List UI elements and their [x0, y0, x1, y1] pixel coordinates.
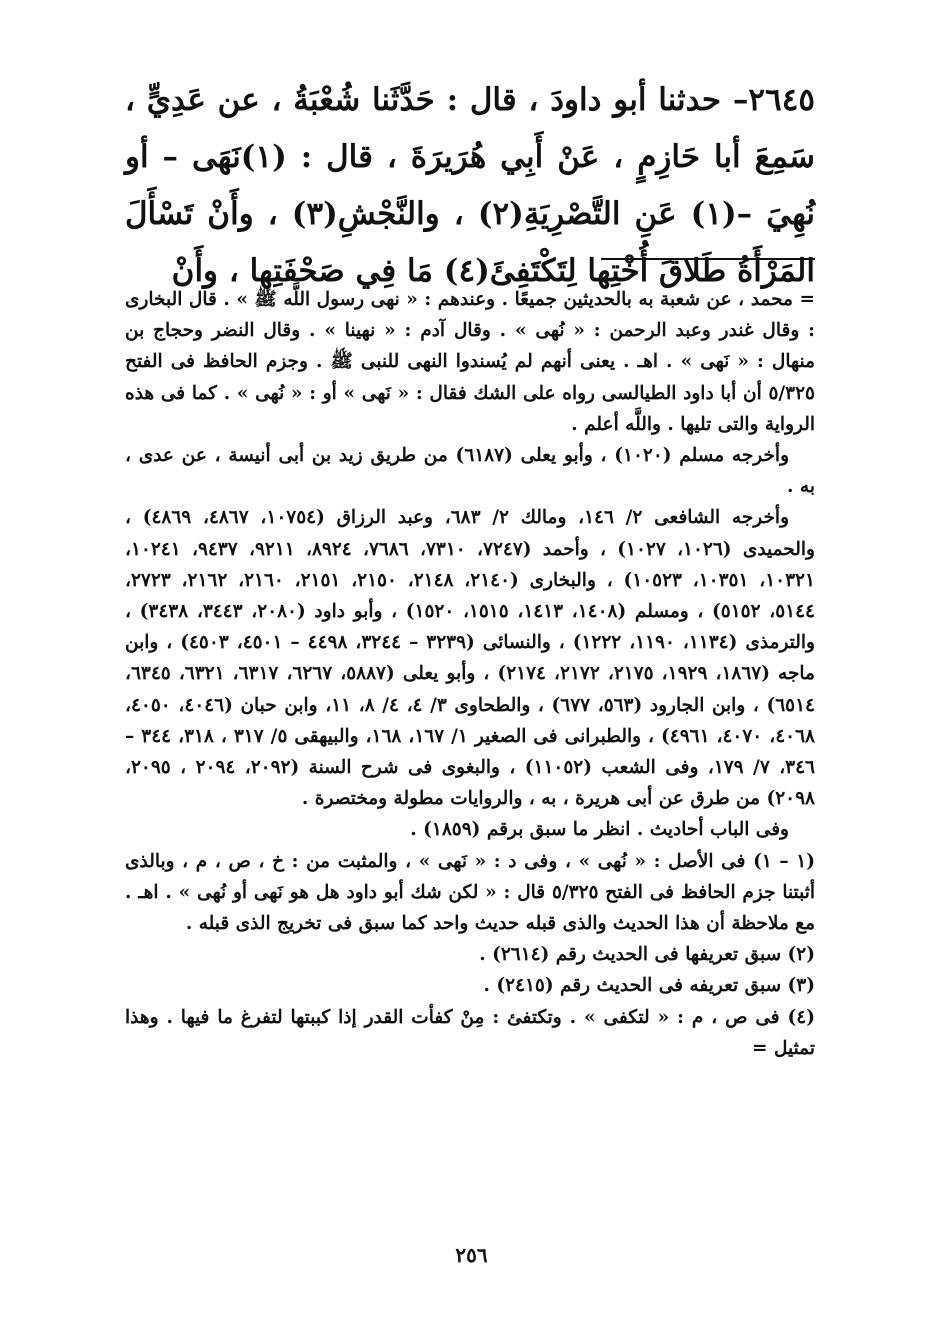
footnote-separator [601, 258, 815, 260]
hadith-paragraph [125, 72, 815, 300]
footnote-paragraph: = محمد ، عن شعبة به بالحديثين جميعًا . وعندهم : « نهى رسول اللَّه ﷺ » . قال البخارى : وقال غندر وعبد الرحمن : « نُهى » . وقال آدم : « نهينا » . وقال النضر وحجاج بن منهال : « نَهى » . اهـ . يعنى أنهم لم يُسندوا النهى للنبى ﷺ . وجزم الحافظ فى الفتح ٥/٣٢٥ أن أبا داود الطيالسى رواه على الشك فقال : « نَهى » أو : « نُهى » . كما فى هذه الرواية والتى تليها . واللَّه أعلم . [125, 289, 815, 435]
hadith-text [125, 72, 815, 300]
footnotes [125, 284, 815, 1064]
footnote-paragraph: وأخرجه الشافعى ٢/ ١٤٦، ومالك ٢/ ٦٨٣، وعبد الرزاق (١٠٧٥٤، ٤٨٦٧، ٤٨٦٩) ، والحميدى (١٠٢٦، ١٠٢٧) ، وأحمد (٧٢٤٧، ٧٣١٠، ٧٦٨٦، ٨٩٢٤، ٩٢١١، ٩٤٣٧، ١٠٢٤١، ١٠٣٢١، ١٠٣٥١، ١٠٥٢٣) ، والبخارى (٢١٤٠، ٢١٤٨، ٢١٥٠، ٢١٥١، ٢١٦٠، ٢١٦٢، ٢٧٢٣، ٥١٤٤، ٥١٥٢) ، ومسلم (١٤٠٨، ١٤١٣، ١٥١٥، ١٥٢٠) ، وأبو داود (٢٠٨٠، ٣٤٤٣، ٣٤٣٨) ، والترمذى (١١٣٤، ١١٩٠، ١٢٢٢) ، والنسائى (٣٢٣٩ – ٣٢٤٤، ٤٤٩٨ – ٤٥٠١، ٤٥٠٣) ، وابن ماجه (١٨٦٧، ١٩٢٩، ٢١٧٥، ٢١٧٢، ٢١٧٤) ، وأبو يعلى (٥٨٨٧، ٦٢٦٧، ٦٣١٧، ٦٣٢١، ٦٣٤٥، ٦٥١٤) ، وابن الجارود (٥٦٣، ٦٧٧) ، والطحاوى ٣/ ٤، ٤/ ٨، ١١، وابن حبان (٤٠٤٦، ٤٠٥٠، ٤٠٦٨، ٤٠٧٠، ٤٩٦١) ، والطبرانى فى الصغير ١/ ١٦٧، ١٦٨، والبيهقى ٥/ ٣١٧ ، ٣١٨، ٣٤٤ – ٣٤٦، ٧/ ١٧٩، وفى الشعب (١١٠٥٢) ، والبغوى فى شرح السنة (٢٠٩٢، ٢٠٩٤ ، ٢٠٩٥، ٢٠٩٨) من طرق عن أبى هريرة ، به ، والروايات مطولة ومختصرة . [125, 507, 815, 810]
footnote-paragraph: (٤) فى ص ، م : « لتكفى » . وتكتفئ : مِنْ كفأت القدر إذا كببتها لتفرغ ما فيها . وهذا تمثيل = [125, 1006, 815, 1059]
footnote-paragraph: وأخرجه مسلم (١٠٢٠) ، وأبو يعلى (٦١٨٧) من طريق زيد بن أبى أنيسة ، عن عدى ، به . [125, 445, 815, 498]
footnote-paragraph: (١ – ١) فى الأصل : « نُهى » ، وفى د : « نَهى » ، والمثبت من : خ ، ص ، م ، وبالذى أثبتنا جزم الحافظ فى الفتح ٥/٣٢٥ قال : « لكن شك أبو داود هل هو نَهى أو نُهى » . اهـ . مع ملاحظة أن هذا الحديث والذى قبله حديث واحد كما سبق فى تخريج الذى قبله . [125, 850, 815, 935]
hadith-number: ٢٦٤٥– [732, 82, 816, 118]
footnote-paragraph: (٣) سبق تعريفه فى الحديث رقم (٢٤١٥) . [483, 975, 815, 997]
hadith-body: حدثنا أبو داودَ ، قال : حَدَّثَنا شُعْبَةُ ، عن عَدِيٍّ ، سَمِعَ أبا حَازِمٍ ، عَنْ أَبِي هُرَيرَةَ ، قال : (١)نَهَى – أو نُهِيَ –(١) عَنِ التَّصْرِيَةِ(٢) ، والنَّجْشِ(٣) ، وأَنْ تَسْأَلَ المَرْأَةُ طَلاقَ أُخْتِها لِتَكْتَفِئَ(٤) مَا فِي صَحْفَتِها ، وأَنْ [125, 82, 815, 289]
footnote-paragraph: وفى الباب أحاديث . انظر ما سبق برقم (١٨٥٩) . [410, 819, 789, 841]
page-number: ٢٥٦ [455, 1243, 488, 1267]
footnote-paragraph: (٢) سبق تعريفها فى الحديث رقم (٢٦١٤) . [479, 944, 815, 966]
